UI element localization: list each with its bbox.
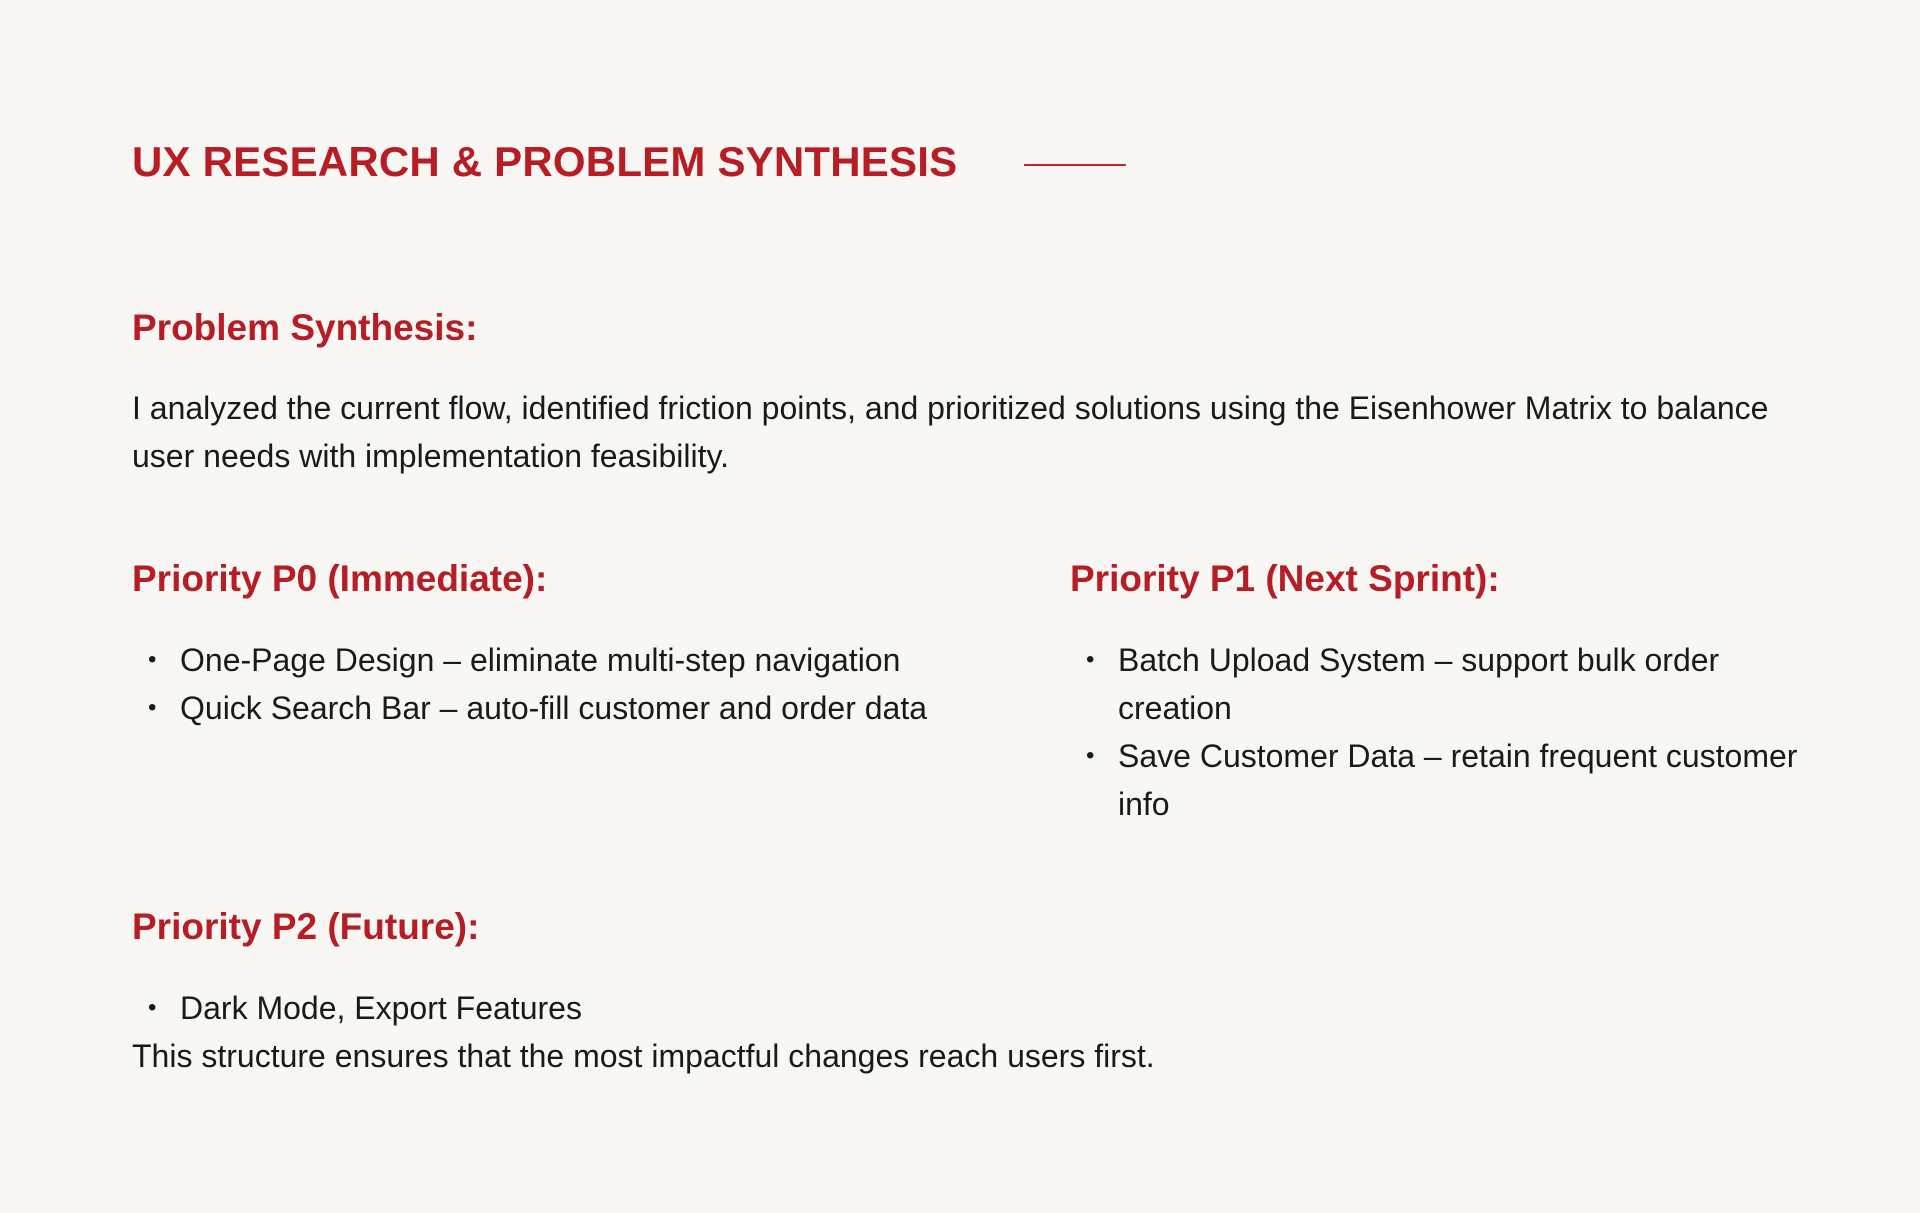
priority-p1-heading: Priority P1 (Next Sprint): xyxy=(1070,558,1500,599)
list-item: • Batch Upload System – support bulk order creation xyxy=(1070,636,1810,732)
page-title: UX RESEARCH & PROBLEM SYNTHESIS xyxy=(132,138,958,185)
priority-p0-list xyxy=(132,636,992,732)
list-item: • Dark Mode, Export Features xyxy=(132,984,992,1032)
priority-p0-heading: Priority P0 (Immediate): xyxy=(132,558,548,599)
conclusion-text: This structure ensures that the most impactful changes reach users first. xyxy=(132,1038,1155,1074)
problem-synthesis-heading: Problem Synthesis: xyxy=(132,307,478,348)
title-divider xyxy=(1024,164,1126,166)
priority-p1-list xyxy=(1070,636,1810,828)
priority-p2-list xyxy=(132,984,992,1032)
list-item: • One-Page Design – eliminate multi-step navigation xyxy=(132,636,992,684)
problem-synthesis-body: I analyzed the current flow, identified friction points, and prioritized solutions using the Eisenhower Matrix to balance user needs with implementation feasibility. xyxy=(132,390,1769,474)
priority-p2-heading: Priority P2 (Future): xyxy=(132,906,480,947)
list-item: • Save Customer Data – retain frequent customer info xyxy=(1070,732,1810,828)
list-item: • Quick Search Bar – auto-fill customer and order data xyxy=(132,684,992,732)
